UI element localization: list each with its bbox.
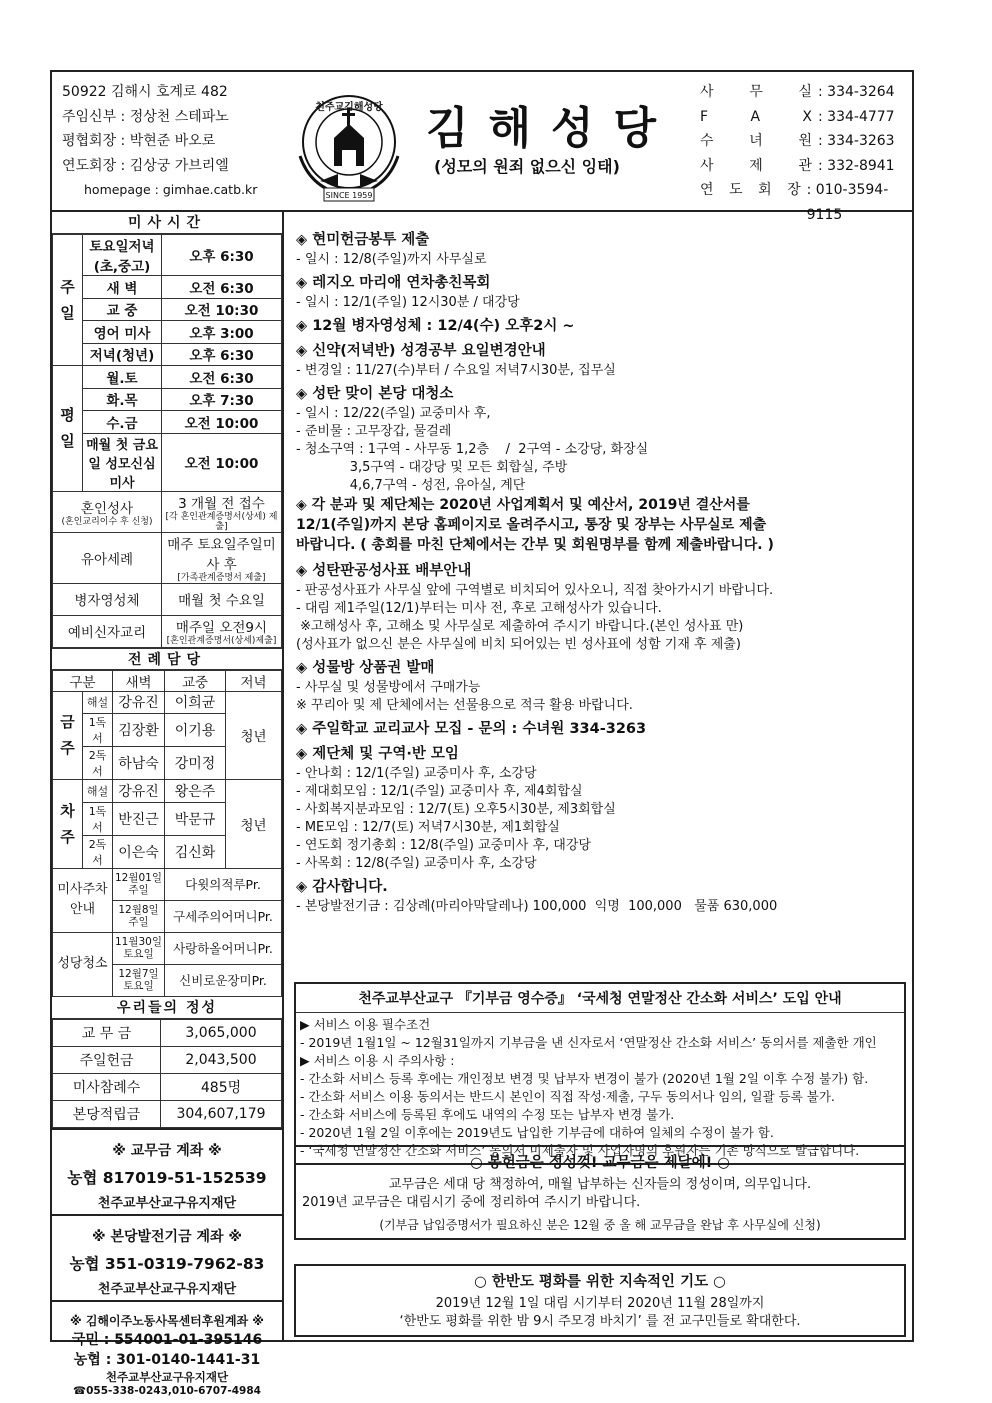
- notice-heading: ◈ 신약(저녁반) 성경공부 요일변경안내: [296, 343, 546, 359]
- duty-date: 12월8일 주일: [113, 900, 165, 932]
- sacrament-row: [53, 491, 282, 532]
- account-development: [52, 1214, 282, 1300]
- liturgy-role: 2독서: [83, 747, 113, 780]
- mass-row: [53, 411, 282, 434]
- liturgy-role: 해설: [83, 691, 113, 714]
- elder-president: 연도회장 : 김상궁 가브리엘: [62, 157, 229, 174]
- notice-line: ※고해성사 후, 고해소 및 사무실로 제출하여 주시기 바랍니다.(본인 성사표 만): [296, 619, 744, 634]
- notice-line: - 사회복지분과모임 : 12/7(토) 오후5시30분, 제3회합실: [296, 802, 616, 817]
- sacrament-value: 매월 첫 수요일: [162, 583, 282, 615]
- notice-line: ※ 꾸리아 및 제 단체에서는 선물용으로 적극 활용 바랍니다.: [296, 698, 633, 713]
- tithe-line: 교무금은 세대 당 책정하여, 매월 납부하는 신자들의 정성이며, 의무입니다.: [388, 1177, 812, 1192]
- sacrament-value: 매주일 오전9시 [혼인관계증명서(상세)제출]: [162, 615, 282, 647]
- mass-row: [53, 343, 282, 366]
- offering-value: 485명: [161, 1073, 282, 1100]
- notice-heading: ◈ 제단체 및 구역·반 모임: [296, 746, 459, 762]
- duty-who: 다윗의적루Pr.: [165, 868, 282, 900]
- sacrament-name: 유아세례: [53, 532, 162, 583]
- labor-phone: ☎055-338-0243,010-6707-4984: [73, 1384, 261, 1397]
- account-title: ※ 교무금 계좌 ※: [112, 1142, 222, 1159]
- liturgy-role: 1독서: [83, 714, 113, 747]
- offerings-table: [52, 1019, 282, 1128]
- liturgy-header: 새벽: [113, 670, 165, 691]
- mass-time: 오후 6:30: [162, 235, 282, 276]
- right-column: [286, 212, 914, 1329]
- liturgy-dawn: 강유진: [113, 780, 165, 803]
- contact-label-char: F: [700, 108, 709, 125]
- logo-text: 천주교김해성당: [315, 102, 383, 113]
- big-notice-line: 12/1(주일)까지 본당 홈페이지로 올려주시고, 통장 및 장부는 사무실로 제출: [296, 517, 767, 533]
- liturgy-main: 이희균: [165, 691, 226, 714]
- sacrament-value-note: [혼인관계증명서(상세)제출]: [166, 636, 277, 646]
- liturgy-header: 저녁: [226, 670, 282, 691]
- liturgy-dawn: 강유진: [113, 691, 165, 714]
- mass-table: [52, 234, 282, 648]
- contact-label-char: 회: [758, 182, 772, 198]
- duty-who: 사랑하올어머니Pr.: [165, 932, 282, 964]
- notice-line: - 본당발전기금 : 김상례(마리아막달레나) 100,000 익명 100,000 물품 630,000: [296, 899, 778, 914]
- mass-title: 미사시간: [52, 212, 282, 234]
- tax-line: - 2019년 1월1일 ~ 12월31일까지 기부금을 낸 신자로서 ‘연말정산 간소화 서비스’ 동의서를 제출한 개인: [300, 1035, 877, 1050]
- mass-time: 오전 6:30: [162, 276, 282, 299]
- liturgy-evening: 청년: [226, 780, 282, 869]
- mass-name: 매월 첫 금요일 성모신심미사: [83, 433, 162, 491]
- mass-time: 오전 10:00: [162, 433, 282, 491]
- notice-line: - ME모임 : 12/7(토) 저녁7시30분, 제1회합실: [296, 820, 560, 835]
- mass-group-label: 주 일: [53, 235, 83, 366]
- notice-line: - 청소구역 : 1구역 - 사무동 1,2층 / 2구역 - 소강당, 화장실: [296, 442, 649, 457]
- sacrament-name: 예비신자교리: [53, 615, 162, 647]
- offering-value: 304,607,179: [161, 1100, 282, 1127]
- contact-label-char: 제: [749, 157, 763, 174]
- notice-line: - 일시 : 12/22(주일) 교중미사 후,: [296, 406, 491, 421]
- tax-box-title: 천주교부산교구 『기부금 영수증』 ‘국세청 연말정산 간소화 서비스’ 도입 안내: [296, 984, 904, 1013]
- contact-value: : 334-4777: [818, 108, 895, 125]
- notice-line: - 일시 : 12/8(주일)까지 사무실로: [296, 252, 487, 267]
- contact-label-char: 녀: [749, 133, 763, 149]
- tithe-box-title: ○ 봉헌금은 정성껏! 교무금은 제달에! ○: [470, 1155, 730, 1171]
- peace-box-title: ○ 한반도 평화를 위한 지속적인 기도 ○: [474, 1274, 726, 1290]
- tax-line: - 간소화 서비스 이용 동의서는 반드시 본인이 직접 작성·제출, 구두 동의서나 임의, 일괄 등록 불가.: [300, 1089, 835, 1104]
- contact-label-char: 관: [798, 157, 812, 174]
- duty-who: 구세주의어머니Pr.: [165, 900, 282, 932]
- address: 50922 김해시 호계로 482: [62, 84, 228, 100]
- contact-value: : 332-8941: [818, 157, 895, 174]
- contact-row: [700, 154, 912, 179]
- notice-line: 3,5구역 - 대강당 및 모든 회합실, 주방: [296, 460, 568, 475]
- liturgy-header-row: [53, 670, 282, 691]
- contact-label-char: 수: [700, 133, 714, 149]
- offering-name: 미사참례수: [53, 1073, 161, 1100]
- notice-heading: ◈ 성탄 맞이 본당 대청소: [296, 386, 454, 402]
- offering-row: [53, 1073, 282, 1100]
- liturgy-main: 이기용: [165, 714, 226, 747]
- liturgy-title: 전례담당: [52, 648, 282, 670]
- duty-date: 11월30일 토요일: [113, 932, 165, 964]
- liturgy-main: 강미정: [165, 747, 226, 780]
- mass-time: 오전 6:30: [162, 366, 282, 389]
- contact-value: : 010-3594-9115: [806, 182, 889, 223]
- contact-label-char: A: [750, 108, 761, 125]
- liturgy-row: [53, 780, 282, 803]
- notice-heading: ◈ 레지오 마리애 연차총친목회: [296, 275, 491, 291]
- notice-line: - 일시 : 12/1(주일) 12시30분 / 대강당: [296, 295, 520, 310]
- mass-group-label: 평 일: [53, 366, 83, 492]
- notices: [286, 212, 914, 495]
- mass-time: 오후 7:30: [162, 388, 282, 411]
- notice-line: - 판공성사표가 사무실 앞에 구역별로 비치되어 있사오니, 직접 찾아가시기 바랍니다.: [296, 583, 774, 598]
- peace-line: ‘한반도 평화를 위한 밤 9시 주모경 바치기’ 를 전 교구민들로 확대한다.: [399, 1314, 801, 1329]
- peace-line: 2019년 12월 1일 대림 시기부터 2020년 11월 28일까지: [435, 1296, 765, 1311]
- big-notice-line: ◈ 각 분과 및 제단체는 2020년 사업계획서 및 예산서, 2019년 결산서를: [296, 497, 750, 513]
- notice-heading: ◈ 성탄판공성사표 배부안내: [296, 563, 472, 579]
- labor-line1: 국민 : 554001-01-395146: [71, 1331, 263, 1348]
- parish-subtitle: (성모의 원죄 없으신 잉태): [434, 157, 620, 176]
- notice-line: - 안나회 : 12/1(주일) 교중미사 후, 소강당: [296, 766, 537, 781]
- liturgy-dawn: 반진근: [113, 802, 165, 835]
- account-labor: [52, 1300, 282, 1403]
- offering-row: [53, 1019, 282, 1046]
- mass-name: 토요일저녁(초,중고): [83, 235, 162, 276]
- liturgy-dawn: 하남숙: [113, 747, 165, 780]
- sacrament-value-note: [각 혼인관계증명서(상세) 제출]: [165, 511, 278, 532]
- contact-label-char: 장: [787, 182, 801, 198]
- sacrament-name: 혼인성사 (혼인교리이수 후 신청): [53, 491, 162, 532]
- mass-time: 오전 10:30: [162, 298, 282, 321]
- liturgy-row: [53, 691, 282, 714]
- notice-heading: ◈ 성물방 상품권 발매: [296, 660, 435, 676]
- contact-label-char: 원: [798, 133, 812, 149]
- account-owner: 천주교부산교구유지재단: [97, 1195, 237, 1211]
- contact-label-char: 사: [700, 157, 714, 174]
- peace-box: [294, 1264, 906, 1337]
- duty-row: [53, 932, 282, 964]
- contact-row: [700, 129, 912, 154]
- duty-date: 12월01일 주일: [113, 868, 165, 900]
- duty-who: 신비로운장미Pr.: [165, 964, 282, 996]
- liturgy-role: 2독서: [83, 835, 113, 868]
- offering-row: [53, 1046, 282, 1073]
- notice-line: - 사무실 및 성물방에서 구매가능: [296, 680, 481, 695]
- liturgy-role: 해설: [83, 780, 113, 803]
- mass-time: 오후 3:00: [162, 321, 282, 344]
- contact-label: [700, 154, 818, 179]
- contact-label-char: 사: [700, 84, 714, 100]
- mass-row: [53, 235, 282, 276]
- tithe-line: 2019년 교무금은 대림시기 중에 정리하여 주시기 바랍니다.: [302, 1195, 641, 1210]
- contact-row: [700, 80, 912, 105]
- notice-heading: ◈ 주일학교 교리교사 모집 - 문의 : 수녀원 334-3263: [296, 721, 647, 737]
- mass-name: 수.금: [83, 411, 162, 434]
- homepage: homepage : gimhae.catb.kr: [84, 182, 258, 197]
- notice-line: (성사표가 없으신 분은 사무실에 비치 되어있는 빈 성사표에 성함 기재 후 제출): [296, 637, 741, 652]
- liturgy-main: 박문규: [165, 802, 226, 835]
- tithe-box: [294, 1145, 906, 1240]
- liturgy-header: 구분: [53, 670, 113, 691]
- notice-heading: ◈ 12월 병자영성체 : 12/4(수) 오후2시 ~: [296, 318, 575, 334]
- mass-row: [53, 298, 282, 321]
- tax-line: - 간소화 서비스 등록 후에는 개인정보 변경 및 납부자 변경이 불가 (2020년 1월 2일 이후 수정 불가) 함.: [300, 1071, 869, 1086]
- contact-label: [700, 80, 818, 105]
- tax-line: - 2020년 1월 2일 이후에는 2019년도 납입한 기부금에 대하여 일체의 수정이 불가 함.: [300, 1125, 774, 1140]
- labor-line2: 농협 : 301-0140-1441-31: [73, 1351, 261, 1368]
- contact-label-char: 실: [798, 84, 812, 100]
- left-column: [52, 212, 284, 1397]
- notices-2: [286, 555, 914, 916]
- tithe-line: (기부금 납입증명서가 필요하신 분은 12월 중 올 해 교무금을 완납 후 사무실에 신청): [379, 1218, 821, 1232]
- mass-row: [53, 433, 282, 491]
- mass-name: 교 중: [83, 298, 162, 321]
- account-number: 농협 817019-51-152539: [67, 1168, 267, 1187]
- notice-line: - 준비물 : 고무장갑, 물걸레: [296, 424, 452, 439]
- sacrament-row: [53, 532, 282, 583]
- mass-group-label: 금 주: [53, 691, 83, 780]
- sacrament-name-note: (혼인교리이수 후 신청): [61, 516, 153, 527]
- bulletin-frame: [50, 70, 914, 1397]
- parish-title: 김해성당: [426, 103, 677, 154]
- notice-line: - 사목회 : 12/8(주일) 교중미사 후, 소강당: [296, 856, 537, 871]
- duty-label: 성당청소: [53, 932, 113, 996]
- notice-heading: ◈ 현미헌금봉투 제출: [296, 232, 430, 248]
- mass-name: 저녁(청년): [83, 343, 162, 366]
- logo-since: SINCE 1959: [325, 191, 373, 200]
- contact-label-char: X: [802, 108, 812, 125]
- notice-heading: ◈ 감사합니다.: [296, 879, 388, 895]
- tax-line: - ‘국세청 연말정산 간소화 서비스’ 동의서 미제출자 및 사업자명의 후원자는 기존 방식으로 발급합니다.: [300, 1143, 860, 1158]
- sacrament-name: 병자영성체: [53, 583, 162, 615]
- liturgy-table: [52, 670, 282, 997]
- contact-value: : 334-3263: [818, 133, 895, 149]
- sacrament-value-note: [가족관계증명서 제출]: [177, 572, 266, 583]
- duty-row: [53, 868, 282, 900]
- offering-name: 주일헌금: [53, 1046, 161, 1073]
- mass-row: [53, 321, 282, 344]
- parish-logo-icon: [290, 86, 408, 204]
- liturgy-dawn: 이은숙: [113, 835, 165, 868]
- liturgy-dawn: 김장환: [113, 714, 165, 747]
- notice-line: - 변경일 : 11/27(수)부터 / 수요일 저녁7시30분, 집무실: [296, 363, 616, 378]
- offering-name: 본당적립금: [53, 1100, 161, 1127]
- contact-label: [700, 129, 818, 154]
- liturgy-main: 김신화: [165, 835, 226, 868]
- pastor: 주임신부 : 정상천 스테파노: [62, 108, 229, 125]
- parish-info: [62, 80, 257, 203]
- tax-box: [294, 982, 906, 1165]
- labor-title: ※ 김해이주노동사목센터후원계좌 ※: [70, 1313, 264, 1328]
- notice-line: - 대림 제1주일(12/1)부터는 미사 전, 후로 고해성사가 있습니다.: [296, 601, 662, 616]
- mass-time: 오후 6:30: [162, 343, 282, 366]
- duty-label: 미사주차안내: [53, 868, 113, 932]
- big-notice-line: 바랍니다. ( 총회를 마친 단체에서는 간부 및 회원명부를 함께 제출바랍니다. ): [296, 537, 774, 553]
- offering-row: [53, 1100, 282, 1127]
- mass-name: 월.토: [83, 366, 162, 389]
- offering-name: 교 무 금: [53, 1019, 161, 1046]
- sacrament-value: 3 개월 전 접수 [각 혼인관계증명서(상세) 제출]: [162, 491, 282, 532]
- offering-value: 3,065,000: [161, 1019, 282, 1046]
- mass-time: 오전 10:00: [162, 411, 282, 434]
- sacrament-value: 매주 토요일주일미사 후 [가족관계증명서 제출]: [162, 532, 282, 583]
- notice-line: 4,6,7구역 - 성전, 유아실, 계단: [296, 478, 526, 493]
- contact-label: [700, 105, 818, 130]
- mass-group-label: 차 주: [53, 780, 83, 869]
- tax-line: ▶ 서비스 이용 시 주의사항 :: [300, 1053, 455, 1068]
- mass-name: 영어 미사: [83, 321, 162, 344]
- labor-owner: 천주교부산교구유지재단: [105, 1369, 229, 1384]
- notice-line: - 제대회모임 : 12/1(주일) 교중미사 후, 제4회합실: [296, 784, 583, 799]
- mass-row: [53, 366, 282, 389]
- liturgy-evening: 청년: [226, 691, 282, 780]
- contact-row: [700, 105, 912, 130]
- tax-line: - 간소화 서비스에 등록된 후에도 내역의 수정 또는 납부자 변경 불가.: [300, 1107, 675, 1122]
- mass-name: 화.목: [83, 388, 162, 411]
- account-title: ※ 본당발전기금 계좌 ※: [91, 1228, 243, 1245]
- contact-list: [700, 80, 912, 227]
- liturgy-main: 왕은주: [165, 780, 226, 803]
- mass-row: [53, 388, 282, 411]
- big-notice: [286, 495, 914, 555]
- sacrament-row: [53, 615, 282, 647]
- tax-line: ▶ 서비스 이용 필수조건: [300, 1017, 431, 1032]
- contact-label-char: 도: [729, 182, 743, 198]
- offerings-title: 우리들의 정성: [52, 997, 282, 1019]
- council-president: 평협회장 : 박현준 바오로: [62, 133, 216, 149]
- account-number: 농협 351-0319-7962-83: [69, 1254, 265, 1273]
- sacrament-row: [53, 583, 282, 615]
- liturgy-role: 1독서: [83, 802, 113, 835]
- mass-row: [53, 276, 282, 299]
- offering-value: 2,043,500: [161, 1046, 282, 1073]
- contact-label-char: 무: [749, 84, 763, 100]
- notice-line: - 연도회 정기총회 : 12/8(주일) 교중미사 후, 대강당: [296, 838, 591, 853]
- account-tithe: [52, 1128, 282, 1214]
- contact-value: : 334-3264: [818, 84, 895, 100]
- liturgy-header: 교중: [165, 670, 226, 691]
- duty-date: 12월7일 토요일: [113, 964, 165, 996]
- contact-label-char: 연: [700, 182, 714, 198]
- mass-name: 새 벽: [83, 276, 162, 299]
- account-owner: 천주교부산교구유지재단: [97, 1281, 237, 1297]
